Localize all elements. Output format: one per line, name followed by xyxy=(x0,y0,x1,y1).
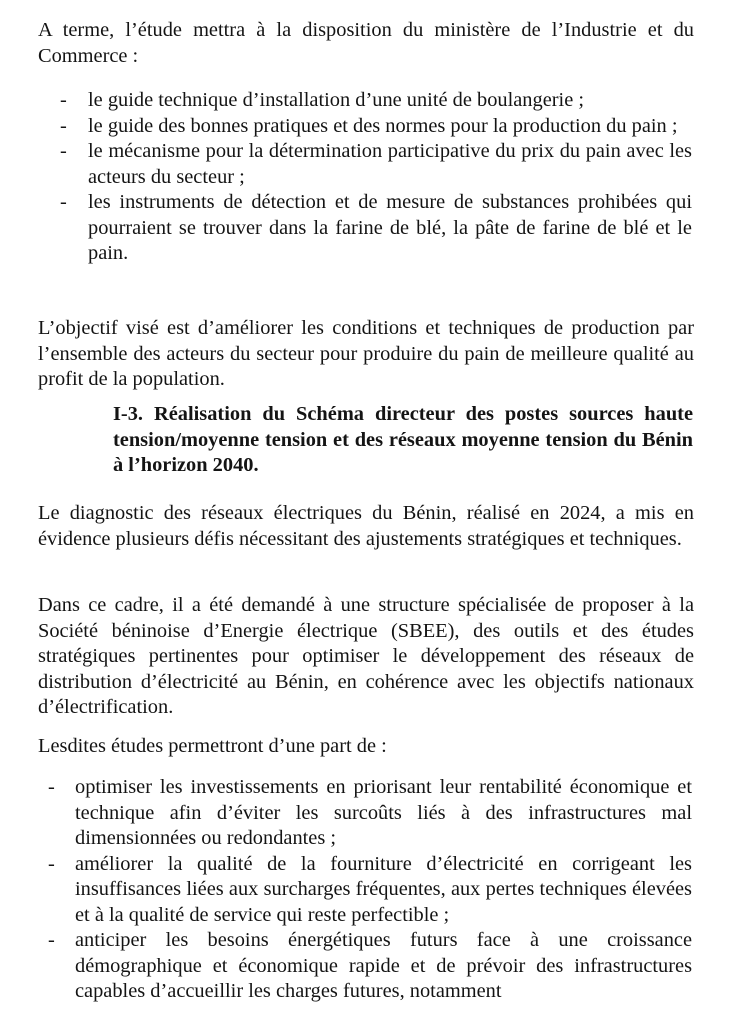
diagnostic-paragraph: Le diagnostic des réseaux électriques du Bénin, réalisé en 2024, a mis en évidence plusieurs défis nécessitant des ajustements stratégiques et techniques. xyxy=(38,502,694,550)
list-item xyxy=(48,852,692,929)
bullet-dash: - xyxy=(48,776,55,798)
list-item-text: optimiser les investissements en priorisant leur rentabilité économique et technique afin d’éviter les surcoûts liés à des infrastructures mal dimensionnées ou redondantes ; xyxy=(75,776,692,849)
list-item xyxy=(48,775,692,852)
list-item-text: anticiper les besoins énergétiques futurs face à une croissance démographique et économique rapide et de prévoir des infrastructures capables d’accueillir les charges futures, notamment xyxy=(75,929,692,1002)
list-item xyxy=(48,928,692,1005)
intro-paragraph: A terme, l’étude mettra à la disposition du ministère de l’Industrie et du Commerce : xyxy=(38,19,694,67)
list-item-text: les instruments de détection et de mesure de substances prohibées qui pourraient se trouver dans la farine de blé, la pâte de farine de blé et le pain. xyxy=(88,191,692,264)
objective-paragraph: L’objectif visé est d’améliorer les conditions et techniques de production par l’ensemble des acteurs du secteur pour produire du pain de meilleure qualité au profit de la population. xyxy=(38,317,694,390)
list-item-text: le guide des bonnes pratiques et des normes pour la production du pain ; xyxy=(88,114,678,137)
list-item xyxy=(60,114,692,140)
section-heading: I-3. Réalisation du Schéma directeur des postes sources haute tension/moyenne tension et des réseaux moyenne tension du Bénin à l’horizon 2040. xyxy=(113,403,693,476)
deliverables-list xyxy=(60,88,692,267)
bullet-dash: - xyxy=(60,191,67,213)
bullet-dash: - xyxy=(48,852,55,875)
list-item-text: améliorer la qualité de la fourniture d’électricité en corrigeant les insuffisances liées aux surcharges fréquentes, aux pertes techniques élevées et à la qualité de service qui reste perfectible ; xyxy=(75,852,692,926)
bullet-dash: - xyxy=(60,114,67,137)
bullet-dash: - xyxy=(48,929,55,951)
list-item xyxy=(60,139,692,190)
objectives-list xyxy=(48,775,692,1005)
list-item xyxy=(60,88,692,114)
bullet-dash: - xyxy=(60,89,67,111)
studies-intro: Lesdites études permettront d’une part de : xyxy=(38,735,387,757)
list-item-text: le guide technique d’installation d’une unité de boulangerie ; xyxy=(88,89,585,111)
context-paragraph: Dans ce cadre, il a été demandé à une structure spécialisée de proposer à la Société béninoise d’Energie électrique (SBEE), des outils et des études stratégiques pertinentes pour optimiser le développement des réseaux de distribution d’électricité au Bénin, en cohérence avec les objectifs nationaux d’électrification. xyxy=(38,594,694,718)
list-item xyxy=(60,190,692,267)
list-item-text: le mécanisme pour la détermination participative du prix du pain avec les acteurs du secteur ; xyxy=(88,140,692,188)
bullet-dash: - xyxy=(60,140,67,162)
